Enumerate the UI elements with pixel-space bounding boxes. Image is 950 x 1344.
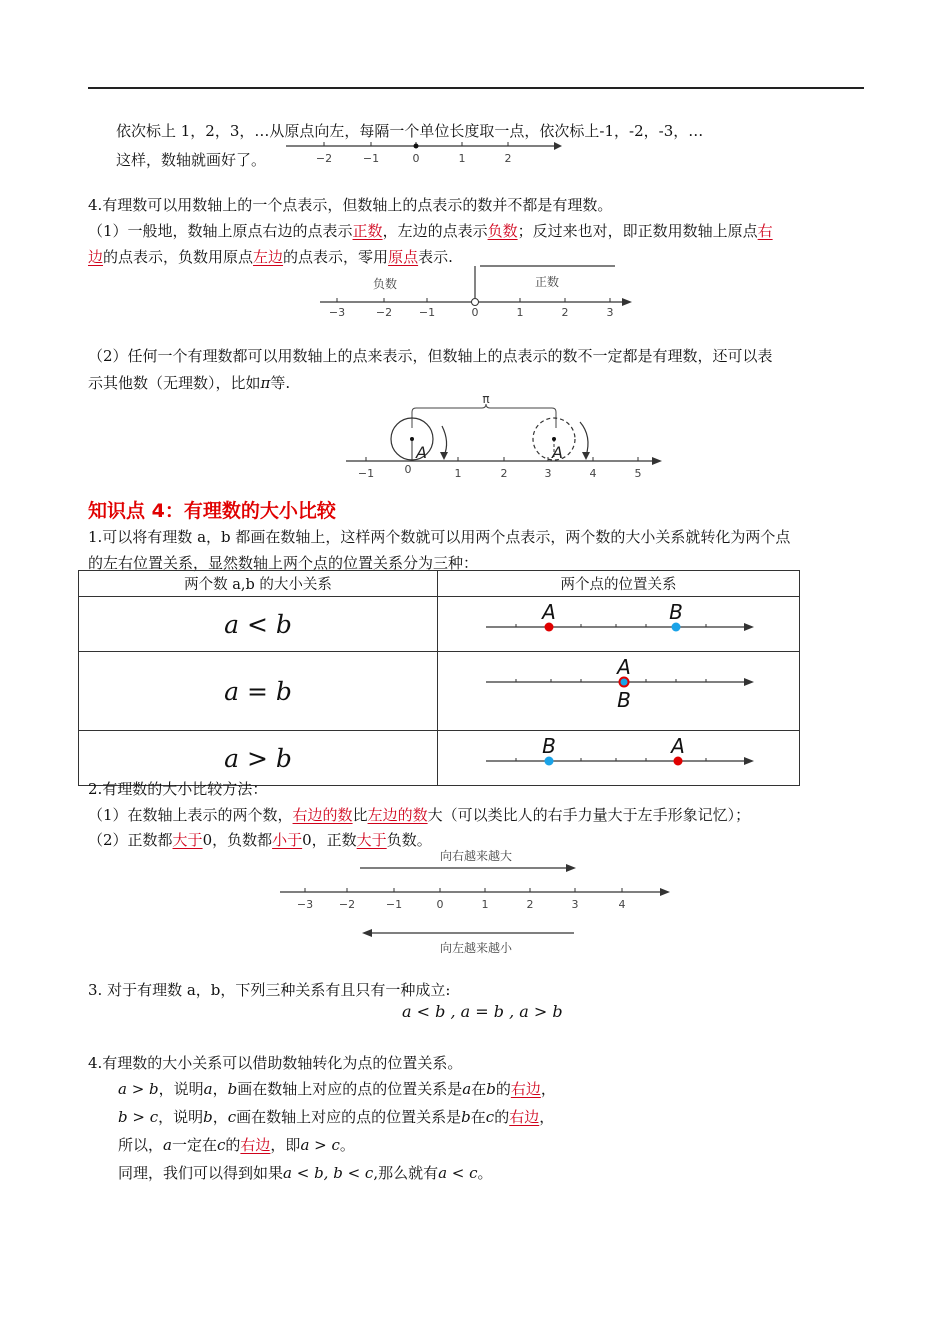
position-cell <box>438 652 800 731</box>
table-header-left: 两个数 a,b 的大小关系 <box>79 571 438 597</box>
knowledge4-p1-line2: 的左右位置关系，显然数轴上两个点的位置关系分为三种： <box>88 554 479 572</box>
section-point-title: 4.有理数可以用数轴上的一个点表示，但数轴上的点表示的数并不都是有理数。 <box>88 196 613 214</box>
axis2-positive-label: 正数 <box>534 275 560 289</box>
position-cell <box>438 731 800 786</box>
top-rule <box>88 87 864 89</box>
number-line-direction <box>276 846 676 958</box>
svg-text:B: B <box>542 734 556 758</box>
number-line-pi <box>340 390 670 482</box>
axis4-tick-label: 4 <box>618 898 626 911</box>
axis2-tick-label: 2 <box>561 306 569 319</box>
table-row <box>79 597 800 652</box>
section-point-p2-line1: （2）任何一个有理数都可以用数轴上的点来表示，但数轴上的点表示的数不一定都是有理数，还可以表 <box>88 347 773 365</box>
knowledge4-p1-line1: 1.可以将有理数 a，b 都画在数轴上，这样两个数就可以用两个点表示，两个数的大小关系就转化为两个点 <box>88 528 791 546</box>
knowledge4-p4-line1: a > b，说明a，b画在数轴上对应的点的位置关系是a在b的右边， <box>118 1080 556 1098</box>
axis4-tick-label: 3 <box>571 898 579 911</box>
section-point-p2-line2: 示其他数（无理数），比如π等. <box>88 374 291 392</box>
axis3-tick-label: 2 <box>500 467 508 480</box>
axis2-tick-label: −2 <box>375 306 393 319</box>
axis2-negative-label: 负数 <box>372 277 398 291</box>
svg-text:A: A <box>542 600 556 624</box>
pi-label: π <box>482 392 490 406</box>
axis4-tick-label: −2 <box>338 898 356 911</box>
knowledge4-p4-line3: 所以，a一定在c的右边，即a > c。 <box>118 1136 355 1154</box>
axis2-tick-label: 3 <box>606 306 614 319</box>
right-bigger-label: 向右越来越大 <box>439 849 513 863</box>
table-row <box>79 652 800 731</box>
axis2-tick-label: −3 <box>328 306 346 319</box>
knowledge4-p4-line4: 同理，我们可以得到如果a < b, b < c,那么就有a < c。 <box>118 1164 493 1182</box>
axis3-tick-label: 4 <box>589 467 597 480</box>
knowledge4-p4-line2: b > c，说明b，c画在数轴上对应的点的位置关系是b在c的右边， <box>118 1108 555 1126</box>
blank-right-a: 右 <box>757 222 773 240</box>
axis3-tick-label: 5 <box>634 467 642 480</box>
axis3-tick-label: 3 <box>544 467 552 480</box>
svg-text:A: A <box>617 655 631 679</box>
axis4-tick-label: −3 <box>296 898 314 911</box>
axis2-tick-label: 0 <box>471 306 479 319</box>
axis1-tick-label: 1 <box>458 152 466 165</box>
relation-cell: a > b <box>79 731 438 786</box>
axis1-tick-label: −1 <box>362 152 380 165</box>
svg-text:A: A <box>671 734 685 758</box>
axis3-tick-label: 0 <box>404 463 412 476</box>
axis2-tick-label: −1 <box>418 306 436 319</box>
knowledge4-p2-line2: （2）正数都大于0，负数都小于0，正数大于负数。 <box>88 831 432 849</box>
row3-number-line <box>438 731 799 781</box>
blank-left: 左边 <box>253 248 284 266</box>
axis1-tick-label: 2 <box>504 152 512 165</box>
left-smaller-label: 向左越来越小 <box>439 941 513 955</box>
knowledge4-p3-relations: a < b , a = b , a > b <box>402 1002 563 1021</box>
axis4-tick-label: 1 <box>481 898 489 911</box>
number-line-1 <box>280 136 565 168</box>
position-cell <box>438 597 800 652</box>
knowledge4-p4-title: 4.有理数的大小关系可以借助数轴转化为点的位置关系。 <box>88 1054 463 1072</box>
row2-number-line <box>438 652 799 726</box>
section-point-p1-line2: 边的点表示，负数用原点左边的点表示，零用原点表示. <box>88 248 453 266</box>
intro-line-2: 这样，数轴就画好了。 <box>116 151 267 169</box>
section-point-p1-line1: （1）一般地，数轴上原点右边的点表示正数，左边的点表示负数；反过来也对，即正数用数轴上原点右 <box>88 222 773 240</box>
axis4-tick-label: 0 <box>436 898 444 911</box>
pi-symbol: π <box>260 374 271 392</box>
blank-right-b: 边 <box>88 248 104 266</box>
axis4-tick-label: −1 <box>385 898 403 911</box>
table-header-right: 两个点的位置关系 <box>438 571 800 597</box>
knowledge4-p2-line1: （1）在数轴上表示的两个数，右边的数比左边的数大（可以类比人的右手力量大于左手形象记忆）； <box>88 806 751 824</box>
knowledge4-heading: 知识点 4：有理数的大小比较 <box>88 500 336 522</box>
point-a-label-left: A <box>416 443 427 462</box>
knowledge4-p2-title: 2.有理数的大小比较方法： <box>88 780 268 798</box>
axis2-tick-label: 1 <box>516 306 524 319</box>
knowledge4-p3-line: 3. 对于有理数 a，b，下列三种关系有且只有一种成立: <box>88 981 451 999</box>
axis3-tick-label: 1 <box>454 467 462 480</box>
svg-text:B: B <box>617 688 631 712</box>
relation-cell: a < b <box>79 597 438 652</box>
axis1-tick-label: −2 <box>315 152 333 165</box>
blank-negative: 负数 <box>487 222 518 240</box>
relation-cell: a = b <box>79 652 438 731</box>
blank-positive: 正数 <box>352 222 383 240</box>
blank-origin: 原点 <box>388 248 419 266</box>
row1-number-line <box>438 597 799 647</box>
comparison-table <box>78 570 800 786</box>
point-a-label-right: A <box>552 443 563 462</box>
number-line-2 <box>310 262 640 322</box>
intro-line-1: 依次标上 1，2，3，…从原点向左，每隔一个单位长度取一点，依次标上-1，-2，-3，… <box>116 122 704 140</box>
table-header-row <box>79 571 800 597</box>
axis1-tick-label: 0 <box>412 152 420 165</box>
svg-text:B: B <box>669 600 683 624</box>
axis3-tick-label: −1 <box>357 467 375 480</box>
axis4-tick-label: 2 <box>526 898 534 911</box>
